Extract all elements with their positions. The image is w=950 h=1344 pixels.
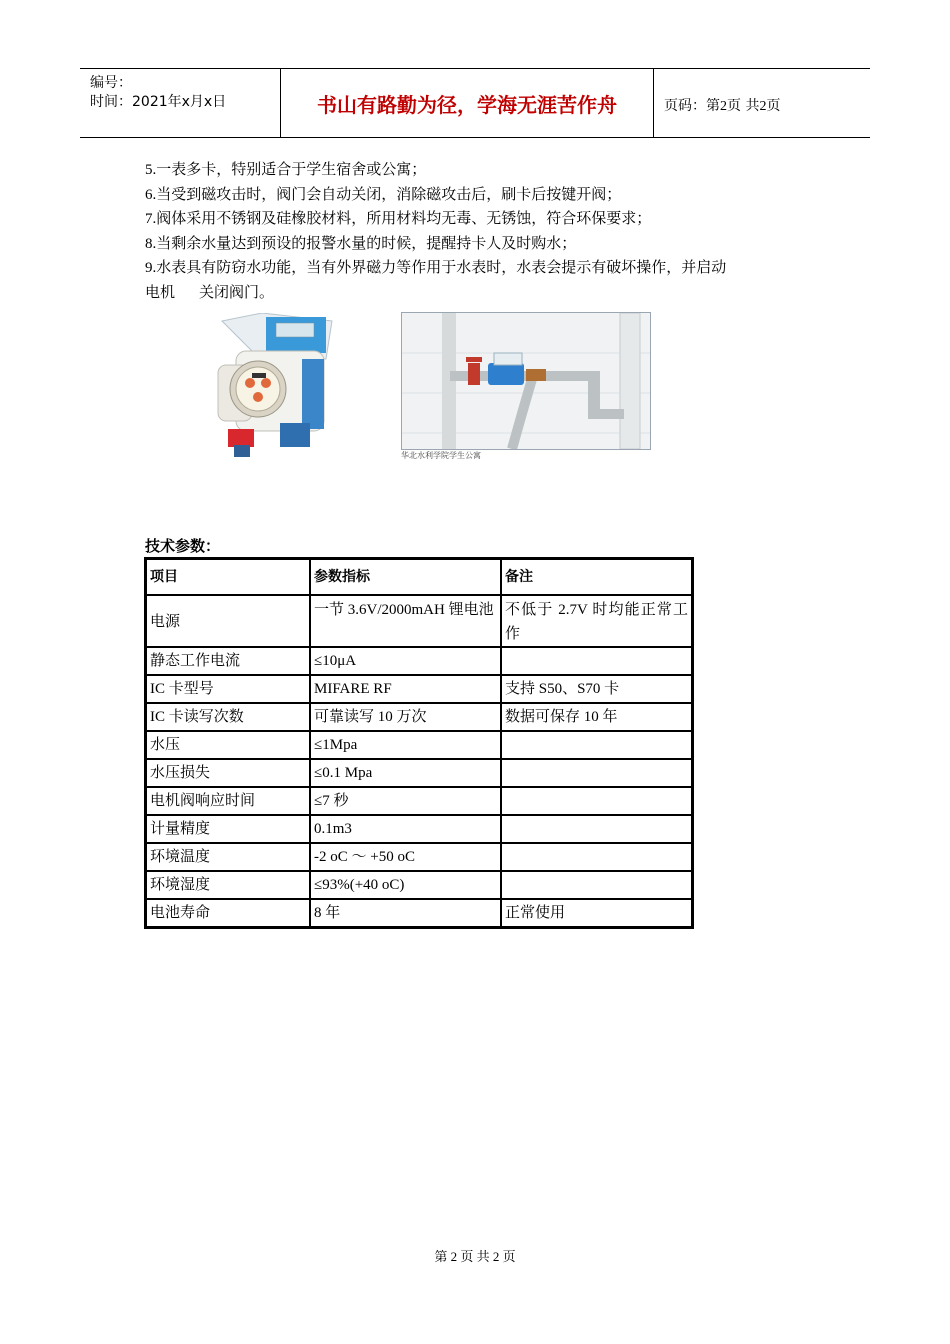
table-cell: ≤10μA (310, 647, 501, 675)
table-row (146, 703, 692, 731)
table-cell: 水压 (146, 731, 310, 759)
table-cell: 电池寿命 (146, 899, 310, 927)
table-row (146, 647, 692, 675)
header-motto: 书山有路勤为径，学海无涯苦作舟 (281, 69, 654, 137)
table-cell: ≤0.1 Mpa (310, 759, 501, 787)
table-cell: 电源 (146, 595, 310, 647)
table-row (146, 899, 692, 927)
table-cell (501, 731, 692, 759)
table-cell: 计量精度 (146, 815, 310, 843)
table-cell: 电机阀响应时间 (146, 787, 310, 815)
table-row (146, 871, 692, 899)
table-cell: 水压损失 (146, 759, 310, 787)
table-row (146, 787, 692, 815)
table-cell: ≤1Mpa (310, 731, 501, 759)
table-cell: 正常使用 (501, 899, 692, 927)
table-row (146, 843, 692, 871)
table-cell (501, 759, 692, 787)
table-cell: IC 卡型号 (146, 675, 310, 703)
table-cell: 静态工作电流 (146, 647, 310, 675)
table-cell (501, 787, 692, 815)
table-header-row (146, 559, 692, 595)
table-cell: 环境湿度 (146, 871, 310, 899)
tech-params-table (144, 557, 694, 929)
table-row (146, 759, 692, 787)
table-cell: 数据可保存 10 年 (501, 703, 692, 731)
table-row (146, 731, 692, 759)
table-cell: 8 年 (310, 899, 501, 927)
table-header-cell: 备注 (501, 559, 692, 595)
table-row (146, 675, 692, 703)
table-header-cell: 参数指标 (310, 559, 501, 595)
feature-item: 8.当剩余水量达到预设的报警水量的时候，提醒持卡人及时购水； (145, 235, 577, 252)
table-cell: 环境温度 (146, 843, 310, 871)
table-row (146, 815, 692, 843)
table-cell: 支持 S50、S70 卡 (501, 675, 692, 703)
table-cell: IC 卡读写次数 (146, 703, 310, 731)
header-page-number: 页码：第2页 共2页 (664, 98, 781, 114)
header-info (80, 69, 281, 137)
table-cell (501, 843, 692, 871)
table-cell: 可靠读写 10 万次 (310, 703, 501, 731)
feature-item: 5.一表多卡，特别适合于学生宿舍或公寓； (145, 162, 427, 178)
table-cell: MIFARE RF (310, 675, 501, 703)
table-cell: -2 oC ～ +50 oC (310, 843, 501, 871)
table-cell (501, 815, 692, 843)
table-row (146, 595, 692, 647)
table-header-cell: 项目 (146, 559, 310, 595)
table-cell: ≤93%(+40 oC) (310, 871, 501, 899)
feature-item: 6.当受到磁攻击时，阀门会自动关闭，消除磁攻击后，刷卡后按键开阀； (145, 186, 622, 203)
installation-photo (401, 312, 651, 450)
table-cell: ≤7 秒 (310, 787, 501, 815)
page-footer: 第 2 页 共 2 页 (434, 1249, 516, 1264)
feature-item: 9.水表具有防窃水功能，当有外界磁力等作用于水表时，水表会提示有破坏操作，并启动 (145, 260, 727, 276)
feature-list (145, 158, 825, 305)
tech-params-title: 技术参数： (145, 537, 221, 555)
feature-item-continuation: 电机 关闭阀门。 (145, 284, 275, 301)
table-cell: 一节 3.6V/2000mAH 锂电池 (310, 595, 501, 647)
document-number-label: 编号： (90, 75, 132, 91)
table-cell: 不低于 2.7V 时均能正常工作 (501, 595, 692, 647)
table-cell: 0.1m3 (310, 815, 501, 843)
document-date: 时间：2021年x月x日 (90, 94, 227, 110)
photo-caption: 华北水利学院学生公寓 (401, 451, 481, 460)
table-cell (501, 647, 692, 675)
table-cell (501, 871, 692, 899)
water-meter-image (214, 313, 334, 463)
page-header (80, 68, 870, 138)
feature-item: 7.阀体采用不锈钢及硅橡胶材料，所用材料均无毒、无锈蚀，符合环保要求； (145, 211, 652, 227)
